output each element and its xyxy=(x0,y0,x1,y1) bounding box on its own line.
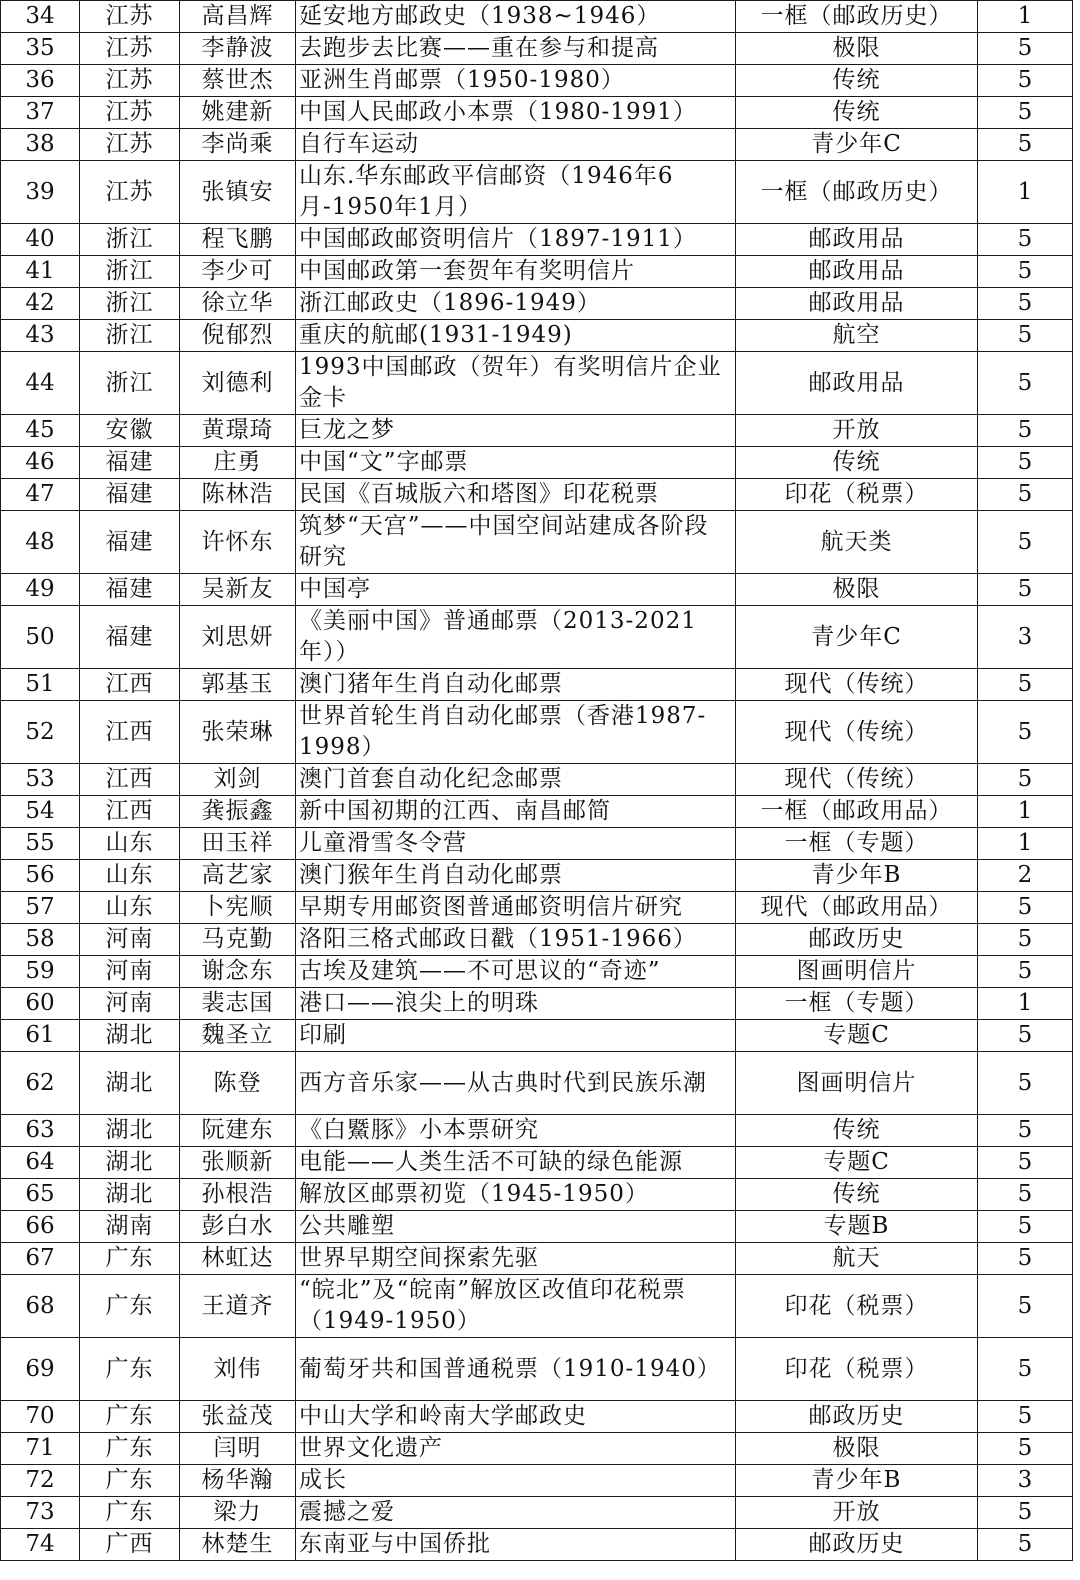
exhibitor-name: 闫明 xyxy=(180,1433,296,1465)
table-row xyxy=(1,447,1073,479)
table-row xyxy=(1,97,1073,129)
exhibit-title: 葡萄牙共和国普通税票（1910-1940） xyxy=(296,1338,736,1401)
entry-number: 34 xyxy=(1,1,80,33)
entry-number: 58 xyxy=(1,924,80,956)
exhibitor-name: 田玉祥 xyxy=(180,828,296,860)
table-row xyxy=(1,33,1073,65)
table-row xyxy=(1,161,1073,224)
table-row xyxy=(1,828,1073,860)
entry-number: 42 xyxy=(1,288,80,320)
province: 湖北 xyxy=(80,1020,180,1052)
exhibit-title: 印刷 xyxy=(296,1020,736,1052)
frame-count: 5 xyxy=(978,1147,1073,1179)
exhibit-title: 港口——浪尖上的明珠 xyxy=(296,988,736,1020)
frame-count: 5 xyxy=(978,1338,1073,1401)
table-row xyxy=(1,574,1073,606)
table-row xyxy=(1,669,1073,701)
frame-count: 5 xyxy=(978,415,1073,447)
exhibit-title: 中国邮政邮资明信片（1897-1911） xyxy=(296,224,736,256)
province: 福建 xyxy=(80,606,180,669)
table-row xyxy=(1,1497,1073,1529)
province: 湖北 xyxy=(80,1115,180,1147)
entry-number: 38 xyxy=(1,129,80,161)
province: 广东 xyxy=(80,1338,180,1401)
table-row xyxy=(1,352,1073,415)
exhibit-category: 青少年C xyxy=(736,129,978,161)
table-row xyxy=(1,1465,1073,1497)
exhibit-title: 西方音乐家——从古典时代到民族乐潮 xyxy=(296,1052,736,1115)
exhibit-category: 邮政用品 xyxy=(736,224,978,256)
exhibit-title: 自行车运动 xyxy=(296,129,736,161)
exhibit-title: 《白鱀豚》小本票研究 xyxy=(296,1115,736,1147)
province: 广东 xyxy=(80,1275,180,1338)
exhibit-category: 极限 xyxy=(736,574,978,606)
exhibit-category: 极限 xyxy=(736,1433,978,1465)
exhibitor-name: 张镇安 xyxy=(180,161,296,224)
province: 江苏 xyxy=(80,97,180,129)
exhibit-category: 传统 xyxy=(736,1115,978,1147)
entry-number: 56 xyxy=(1,860,80,892)
exhibit-category: 青少年B xyxy=(736,860,978,892)
table-row xyxy=(1,479,1073,511)
exhibit-title: 澳门首套自动化纪念邮票 xyxy=(296,764,736,796)
exhibitor-name: 许怀东 xyxy=(180,511,296,574)
exhibit-category: 邮政用品 xyxy=(736,288,978,320)
province: 江西 xyxy=(80,669,180,701)
exhibit-category: 印花（税票） xyxy=(736,479,978,511)
table-row xyxy=(1,1529,1073,1561)
exhibitor-name: 裴志国 xyxy=(180,988,296,1020)
exhibitor-name: 张荣琳 xyxy=(180,701,296,764)
exhibit-category: 传统 xyxy=(736,1179,978,1211)
frame-count: 5 xyxy=(978,1211,1073,1243)
exhibit-category: 邮政历史 xyxy=(736,924,978,956)
exhibitor-name: 姚建新 xyxy=(180,97,296,129)
province: 广东 xyxy=(80,1465,180,1497)
exhibit-title: 公共雕塑 xyxy=(296,1211,736,1243)
table-row xyxy=(1,288,1073,320)
exhibit-title: 延安地方邮政史（1938~1946） xyxy=(296,1,736,33)
exhibit-category: 邮政用品 xyxy=(736,352,978,415)
frame-count: 5 xyxy=(978,129,1073,161)
exhibit-category: 邮政历史 xyxy=(736,1529,978,1561)
entry-number: 61 xyxy=(1,1020,80,1052)
exhibit-category: 印花（税票） xyxy=(736,1338,978,1401)
table-row xyxy=(1,1433,1073,1465)
exhibitor-name: 张顺新 xyxy=(180,1147,296,1179)
frame-count: 5 xyxy=(978,1497,1073,1529)
exhibit-category: 现代（邮政用品） xyxy=(736,892,978,924)
entry-number: 44 xyxy=(1,352,80,415)
entry-number: 60 xyxy=(1,988,80,1020)
province: 湖南 xyxy=(80,1211,180,1243)
province: 浙江 xyxy=(80,256,180,288)
frame-count: 5 xyxy=(978,956,1073,988)
frame-count: 5 xyxy=(978,1052,1073,1115)
exhibit-category: 邮政历史 xyxy=(736,1401,978,1433)
frame-count: 5 xyxy=(978,65,1073,97)
exhibit-title: 成长 xyxy=(296,1465,736,1497)
frame-count: 5 xyxy=(978,764,1073,796)
table-row xyxy=(1,606,1073,669)
frame-count: 5 xyxy=(978,892,1073,924)
exhibit-category: 一框（邮政历史） xyxy=(736,1,978,33)
entry-number: 74 xyxy=(1,1529,80,1561)
exhibitor-name: 黄璟琦 xyxy=(180,415,296,447)
exhibitor-name: 刘德利 xyxy=(180,352,296,415)
table-row xyxy=(1,1211,1073,1243)
province: 山东 xyxy=(80,828,180,860)
exhibitor-name: 林楚生 xyxy=(180,1529,296,1561)
frame-count: 1 xyxy=(978,161,1073,224)
exhibit-title: 中国人民邮政小本票（1980-1991） xyxy=(296,97,736,129)
exhibitor-name: 刘伟 xyxy=(180,1338,296,1401)
entry-number: 35 xyxy=(1,33,80,65)
exhibit-category: 一框（专题） xyxy=(736,828,978,860)
frame-count: 5 xyxy=(978,97,1073,129)
exhibit-title: 世界早期空间探索先驱 xyxy=(296,1243,736,1275)
province: 福建 xyxy=(80,447,180,479)
entry-number: 52 xyxy=(1,701,80,764)
exhibit-category: 一框（专题） xyxy=(736,988,978,1020)
exhibit-title: 澳门猴年生肖自动化邮票 xyxy=(296,860,736,892)
entry-number: 70 xyxy=(1,1401,80,1433)
exhibitor-name: 魏圣立 xyxy=(180,1020,296,1052)
province: 广东 xyxy=(80,1497,180,1529)
entry-number: 68 xyxy=(1,1275,80,1338)
exhibitor-name: 林虹达 xyxy=(180,1243,296,1275)
exhibitor-name: 杨华瀚 xyxy=(180,1465,296,1497)
exhibitor-name: 卜宪顺 xyxy=(180,892,296,924)
exhibit-title: 中国亭 xyxy=(296,574,736,606)
table-row xyxy=(1,1,1073,33)
province: 江苏 xyxy=(80,129,180,161)
exhibit-title: 震撼之爱 xyxy=(296,1497,736,1529)
table-row xyxy=(1,65,1073,97)
exhibitor-name: 郭基玉 xyxy=(180,669,296,701)
exhibitor-name: 徐立华 xyxy=(180,288,296,320)
entry-number: 57 xyxy=(1,892,80,924)
exhibitor-name: 吴新友 xyxy=(180,574,296,606)
exhibitor-name: 高昌辉 xyxy=(180,1,296,33)
table-row xyxy=(1,1338,1073,1401)
province: 安徽 xyxy=(80,415,180,447)
table-row xyxy=(1,1115,1073,1147)
frame-count: 1 xyxy=(978,1,1073,33)
frame-count: 3 xyxy=(978,606,1073,669)
exhibitor-name: 梁力 xyxy=(180,1497,296,1529)
province: 河南 xyxy=(80,988,180,1020)
province: 湖北 xyxy=(80,1147,180,1179)
province: 河南 xyxy=(80,956,180,988)
frame-count: 5 xyxy=(978,574,1073,606)
frame-count: 5 xyxy=(978,1020,1073,1052)
entry-number: 49 xyxy=(1,574,80,606)
frame-count: 5 xyxy=(978,288,1073,320)
table-row xyxy=(1,860,1073,892)
frame-count: 5 xyxy=(978,1275,1073,1338)
exhibit-category: 一框（邮政用品） xyxy=(736,796,978,828)
table-row xyxy=(1,1275,1073,1338)
exhibit-title: 东南亚与中国侨批 xyxy=(296,1529,736,1561)
exhibit-category: 航天类 xyxy=(736,511,978,574)
entry-number: 51 xyxy=(1,669,80,701)
table-row xyxy=(1,511,1073,574)
province: 福建 xyxy=(80,574,180,606)
table-row xyxy=(1,415,1073,447)
entry-number: 71 xyxy=(1,1433,80,1465)
table-row xyxy=(1,701,1073,764)
province: 浙江 xyxy=(80,288,180,320)
province: 江西 xyxy=(80,796,180,828)
frame-count: 1 xyxy=(978,796,1073,828)
province: 江苏 xyxy=(80,161,180,224)
exhibit-title: 早期专用邮资图普通邮资明信片研究 xyxy=(296,892,736,924)
frame-count: 5 xyxy=(978,1115,1073,1147)
exhibit-title: 世界首轮生肖自动化邮票（香港1987-1998） xyxy=(296,701,736,764)
exhibitor-name: 阮建东 xyxy=(180,1115,296,1147)
entry-number: 48 xyxy=(1,511,80,574)
exhibitor-name: 龚振鑫 xyxy=(180,796,296,828)
exhibit-category: 专题B xyxy=(736,1211,978,1243)
entry-number: 40 xyxy=(1,224,80,256)
exhibit-title: 古埃及建筑——不可思议的“奇迹” xyxy=(296,956,736,988)
entry-number: 64 xyxy=(1,1147,80,1179)
exhibitor-name: 李尚乘 xyxy=(180,129,296,161)
exhibit-category: 印花（税票） xyxy=(736,1275,978,1338)
exhibit-title: “皖北”及“皖南”解放区改值印花税票（1949-1950） xyxy=(296,1275,736,1338)
table-row xyxy=(1,1401,1073,1433)
table-row xyxy=(1,988,1073,1020)
exhibit-category: 现代（传统） xyxy=(736,764,978,796)
exhibitor-name: 谢念东 xyxy=(180,956,296,988)
exhibit-title: 重庆的航邮(1931-1949) xyxy=(296,320,736,352)
frame-count: 5 xyxy=(978,1243,1073,1275)
exhibit-category: 传统 xyxy=(736,65,978,97)
exhibit-title: 民国《百城版六和塔图》印花税票 xyxy=(296,479,736,511)
exhibit-title: 巨龙之梦 xyxy=(296,415,736,447)
exhibit-title: 亚洲生肖邮票（1950-1980） xyxy=(296,65,736,97)
province: 山东 xyxy=(80,892,180,924)
province: 福建 xyxy=(80,479,180,511)
entry-number: 41 xyxy=(1,256,80,288)
exhibitor-name: 王道齐 xyxy=(180,1275,296,1338)
exhibitor-name: 刘思妍 xyxy=(180,606,296,669)
exhibitor-name: 孙根浩 xyxy=(180,1179,296,1211)
frame-count: 5 xyxy=(978,447,1073,479)
entry-number: 73 xyxy=(1,1497,80,1529)
frame-count: 5 xyxy=(978,1433,1073,1465)
entry-number: 69 xyxy=(1,1338,80,1401)
exhibit-category: 现代（传统） xyxy=(736,701,978,764)
entry-number: 36 xyxy=(1,65,80,97)
frame-count: 1 xyxy=(978,988,1073,1020)
exhibit-title: 洛阳三格式邮政日戳（1951-1966） xyxy=(296,924,736,956)
frame-count: 5 xyxy=(978,1179,1073,1211)
exhibit-title: 中国“文”字邮票 xyxy=(296,447,736,479)
entry-number: 65 xyxy=(1,1179,80,1211)
exhibit-title: 《美丽中国》普通邮票（2013-2021年）） xyxy=(296,606,736,669)
exhibit-category: 图画明信片 xyxy=(736,956,978,988)
entry-number: 62 xyxy=(1,1052,80,1115)
entry-number: 50 xyxy=(1,606,80,669)
exhibit-category: 邮政用品 xyxy=(736,256,978,288)
entry-number: 46 xyxy=(1,447,80,479)
entry-number: 37 xyxy=(1,97,80,129)
province: 湖北 xyxy=(80,1052,180,1115)
exhibit-title: 山东.华东邮政平信邮资（1946年6月-1950年1月） xyxy=(296,161,736,224)
exhibit-category: 一框（邮政历史） xyxy=(736,161,978,224)
table-row xyxy=(1,1052,1073,1115)
exhibit-title: 电能——人类生活不可缺的绿色能源 xyxy=(296,1147,736,1179)
province: 广东 xyxy=(80,1401,180,1433)
exhibit-category: 专题C xyxy=(736,1147,978,1179)
entry-number: 47 xyxy=(1,479,80,511)
frame-count: 5 xyxy=(978,924,1073,956)
entry-number: 39 xyxy=(1,161,80,224)
frame-count: 5 xyxy=(978,224,1073,256)
table-row xyxy=(1,1179,1073,1211)
entry-number: 66 xyxy=(1,1211,80,1243)
frame-count: 5 xyxy=(978,1529,1073,1561)
exhibitor-name: 蔡世杰 xyxy=(180,65,296,97)
entry-number: 67 xyxy=(1,1243,80,1275)
entry-number: 59 xyxy=(1,956,80,988)
exhibitor-name: 程飞鹏 xyxy=(180,224,296,256)
table-row xyxy=(1,796,1073,828)
table-row xyxy=(1,956,1073,988)
entry-number: 53 xyxy=(1,764,80,796)
frame-count: 5 xyxy=(978,33,1073,65)
exhibit-title: 世界文化遗产 xyxy=(296,1433,736,1465)
exhibit-category: 开放 xyxy=(736,415,978,447)
table-row xyxy=(1,256,1073,288)
frame-count: 5 xyxy=(978,511,1073,574)
table-row xyxy=(1,129,1073,161)
table-row xyxy=(1,892,1073,924)
exhibit-category: 青少年C xyxy=(736,606,978,669)
exhibit-title: 1993中国邮政（贺年）有奖明信片企业金卡 xyxy=(296,352,736,415)
table-row xyxy=(1,224,1073,256)
exhibitor-name: 李静波 xyxy=(180,33,296,65)
table-body xyxy=(1,1,1073,1561)
exhibit-title: 解放区邮票初览（1945-1950） xyxy=(296,1179,736,1211)
frame-count: 2 xyxy=(978,860,1073,892)
table-row xyxy=(1,1147,1073,1179)
exhibitor-name: 刘剑 xyxy=(180,764,296,796)
exhibitor-name: 张益茂 xyxy=(180,1401,296,1433)
frame-count: 5 xyxy=(978,256,1073,288)
province: 浙江 xyxy=(80,320,180,352)
exhibit-category: 航天 xyxy=(736,1243,978,1275)
table-row xyxy=(1,320,1073,352)
frame-count: 3 xyxy=(978,1465,1073,1497)
province: 浙江 xyxy=(80,224,180,256)
exhibit-category: 传统 xyxy=(736,447,978,479)
exhibit-title: 中国邮政第一套贺年有奖明信片 xyxy=(296,256,736,288)
exhibit-category: 开放 xyxy=(736,1497,978,1529)
frame-count: 5 xyxy=(978,701,1073,764)
frame-count: 5 xyxy=(978,320,1073,352)
entry-number: 45 xyxy=(1,415,80,447)
exhibit-title: 去跑步去比赛——重在参与和提高 xyxy=(296,33,736,65)
exhibit-title: 澳门猪年生肖自动化邮票 xyxy=(296,669,736,701)
frame-count: 5 xyxy=(978,1401,1073,1433)
exhibit-category: 航空 xyxy=(736,320,978,352)
frame-count: 5 xyxy=(978,669,1073,701)
exhibitor-name: 陈登 xyxy=(180,1052,296,1115)
entry-number: 72 xyxy=(1,1465,80,1497)
exhibit-title: 儿童滑雪冬令营 xyxy=(296,828,736,860)
table-row xyxy=(1,1020,1073,1052)
table-row xyxy=(1,924,1073,956)
frame-count: 1 xyxy=(978,828,1073,860)
exhibit-title: 中山大学和岭南大学邮政史 xyxy=(296,1401,736,1433)
province: 江西 xyxy=(80,764,180,796)
exhibit-category: 图画明信片 xyxy=(736,1052,978,1115)
province: 广东 xyxy=(80,1243,180,1275)
province: 湖北 xyxy=(80,1179,180,1211)
province: 江苏 xyxy=(80,65,180,97)
exhibitor-name: 李少可 xyxy=(180,256,296,288)
entry-number: 55 xyxy=(1,828,80,860)
province: 河南 xyxy=(80,924,180,956)
exhibit-category: 青少年B xyxy=(736,1465,978,1497)
province: 江苏 xyxy=(80,1,180,33)
exhibit-category: 极限 xyxy=(736,33,978,65)
province: 浙江 xyxy=(80,352,180,415)
exhibit-title: 新中国初期的江西、南昌邮简 xyxy=(296,796,736,828)
exhibitor-name: 高艺家 xyxy=(180,860,296,892)
entry-number: 43 xyxy=(1,320,80,352)
entry-number: 54 xyxy=(1,796,80,828)
exhibit-category: 专题C xyxy=(736,1020,978,1052)
exhibitor-name: 倪郁烈 xyxy=(180,320,296,352)
table-row xyxy=(1,764,1073,796)
table-row xyxy=(1,1243,1073,1275)
province: 广东 xyxy=(80,1433,180,1465)
province: 福建 xyxy=(80,511,180,574)
province: 山东 xyxy=(80,860,180,892)
exhibit-title: 筑梦“天宫”——中国空间站建成各阶段研究 xyxy=(296,511,736,574)
exhibitor-name: 陈林浩 xyxy=(180,479,296,511)
frame-count: 5 xyxy=(978,479,1073,511)
province: 江苏 xyxy=(80,33,180,65)
exhibitor-name: 彭白水 xyxy=(180,1211,296,1243)
exhibit-category: 传统 xyxy=(736,97,978,129)
exhibit-category: 现代（传统） xyxy=(736,669,978,701)
exhibit-title: 浙江邮政史（1896-1949） xyxy=(296,288,736,320)
entry-number: 63 xyxy=(1,1115,80,1147)
exhibitor-name: 庄勇 xyxy=(180,447,296,479)
exhibitor-name: 马克勤 xyxy=(180,924,296,956)
province: 江西 xyxy=(80,701,180,764)
province: 广西 xyxy=(80,1529,180,1561)
frame-count: 5 xyxy=(978,352,1073,415)
